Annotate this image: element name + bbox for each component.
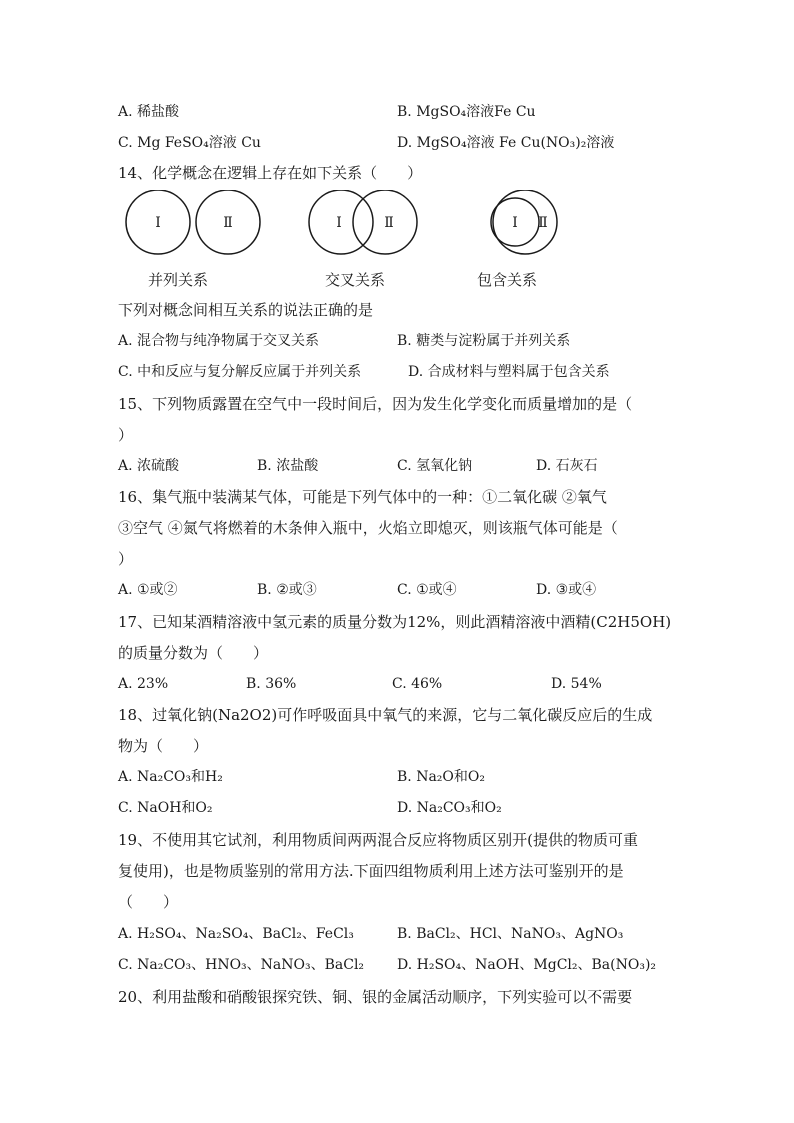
q17-option-d: D. 54% — [551, 676, 602, 692]
intersect-relation-diagram — [309, 190, 417, 254]
caption-intersect: 交叉关系 — [325, 271, 386, 289]
q14-option-b: B. 糖类与淀粉属于并列关系 — [397, 333, 571, 349]
q19-option-c: C. Na₂CO₃、HNO₃、NaNO₃、BaCl₂ — [118, 957, 365, 973]
q18-stem-line2: 物为（ ） — [118, 737, 209, 755]
q17-option-a: A. 23% — [118, 676, 169, 692]
q13-option-b: B. MgSO₄溶液Fe Cu — [397, 104, 536, 120]
q19-option-a: A. H₂SO₄、Na₂SO₄、BaCl₂、FeCl₃ — [118, 926, 354, 942]
q15-stem-line2: ） — [118, 426, 134, 444]
caption-parallel: 并列关系 — [148, 271, 209, 289]
q13-option-c: C. Mg FeSO₄溶液 Cu — [118, 135, 261, 151]
q18-option-b: B. Na₂O和O₂ — [397, 769, 485, 785]
label-concept-two: Ⅱ — [384, 215, 394, 231]
q16-option-b: B. ②或③ — [257, 582, 317, 598]
q16-stem-line1: 16、集气瓶中装满某气体，可能是下列气体中的一种：①二氧化碳 ②氧气 — [118, 488, 607, 506]
q13-option-d: D. MgSO₄溶液 Fe Cu(NO₃)₂溶液 — [397, 135, 615, 151]
q14-option-c: C. 中和反应与复分解反应属于并列关系 — [118, 364, 362, 380]
q16-stem-line3: ） — [118, 550, 134, 568]
label-concept-one: Ⅰ — [336, 215, 342, 231]
q17-option-c: C. 46% — [392, 676, 443, 692]
q19-stem-line1: 19、不使用其它试剂，利用物质间两两混合反应将物质区别开(提供的物质可重 — [118, 831, 638, 849]
label-concept-two: Ⅱ — [223, 215, 233, 231]
q17-option-b: B. 36% — [246, 676, 297, 692]
label-concept-one: Ⅰ — [512, 215, 518, 231]
q16-option-c: C. ①或④ — [397, 582, 457, 598]
q15-option-a: A. 浓硫酸 — [118, 458, 180, 474]
q16-option-d: D. ③或④ — [536, 582, 597, 598]
q20-stem-line1: 20、利用盐酸和硝酸银探究铁、铜、银的金属活动顺序，下列实验可以不需要 — [118, 988, 633, 1006]
q17-stem-line1: 17、已知某酒精溶液中氢元素的质量分数为12%，则此酒精溶液中酒精(C2H5OH) — [118, 613, 672, 631]
q17-stem-line2: 的质量分数为（ ） — [118, 644, 269, 662]
q19-option-b: B. BaCl₂、HCl、NaNO₃、AgNO₃ — [397, 926, 624, 942]
q16-option-a: A. ①或② — [118, 582, 178, 598]
q18-stem-line1: 18、过氧化钠(Na2O2)可作呼吸面具中氧气的来源，它与二氧化碳反应后的生成 — [118, 706, 653, 724]
q19-stem-line2: 复使用)，也是物质鉴别的常用方法.下面四组物质利用上述方法可鉴别开的是 — [118, 862, 624, 880]
label-concept-one: Ⅰ — [155, 215, 161, 231]
parallel-relation-diagram — [126, 190, 260, 254]
q14-option-d: D. 合成材料与塑料属于包含关系 — [408, 364, 610, 380]
q18-option-d: D. Na₂CO₃和O₂ — [397, 800, 502, 816]
q18-option-c: C. NaOH和O₂ — [118, 800, 213, 816]
q19-stem-line3: （ ） — [118, 893, 179, 911]
q14-stem: 14、化学概念在逻辑上存在如下关系（ ） — [118, 164, 423, 182]
q18-option-a: A. Na₂CO₃和H₂ — [118, 769, 223, 785]
q16-stem-line2: ③空气 ④氮气将燃着的木条伸入瓶中，火焰立即熄灭，则该瓶气体可能是（ — [118, 519, 618, 537]
q13-option-a: A. 稀盐酸 — [118, 104, 180, 120]
q19-option-d: D. H₂SO₄、NaOH、MgCl₂、Ba(NO₃)₂ — [397, 957, 657, 973]
q15-option-d: D. 石灰石 — [536, 458, 598, 474]
q15-option-b: B. 浓盐酸 — [257, 458, 319, 474]
q14-prompt: 下列对概念间相互关系的说法正确的是 — [118, 301, 374, 319]
q14-option-a: A. 混合物与纯净物属于交叉关系 — [118, 333, 320, 349]
label-concept-two: Ⅱ — [538, 215, 548, 231]
q15-stem-line1: 15、下列物质露置在空气中一段时间后，因为发生化学变化而质量增加的是（ — [118, 395, 633, 413]
caption-contain: 包含关系 — [477, 271, 538, 289]
q15-option-c: C. 氢氧化钠 — [397, 458, 473, 474]
